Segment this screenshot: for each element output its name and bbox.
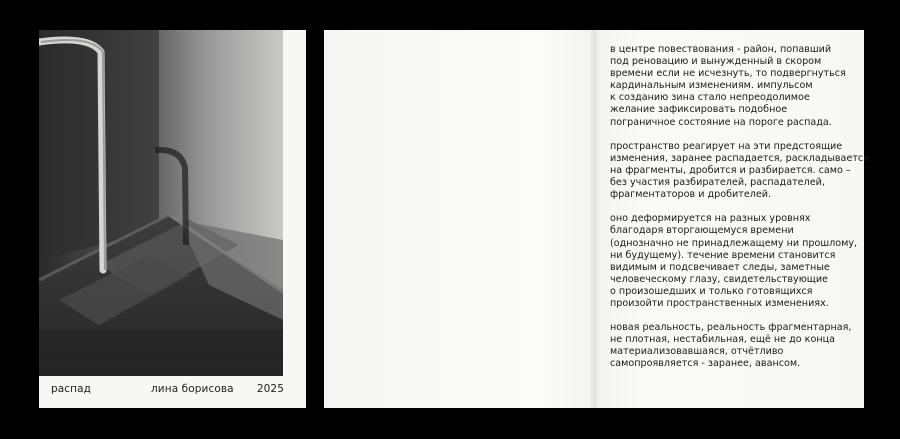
text-line: произойти пространственных изменениях. [610,297,829,309]
paragraph [610,140,869,201]
paragraph [610,213,860,310]
text-line: без участия разбирателей, распадателей, [610,177,825,189]
text-line: желание зафиксировать подобное [610,104,788,116]
text-line: ни будущему). течение времени становится [610,249,836,261]
text-line: к созданию зина стало непреодолимое [610,92,810,104]
cover-photo [39,30,283,376]
paragraph [610,44,860,129]
cover-year: 2025 [256,383,284,395]
text-line: видимым и подсвечивает следы, заметные [610,261,830,273]
text-line: новая реальность, реальность фрагментарная, [610,322,852,334]
text-line: о произошедших и только готовящихся [610,285,813,297]
text-line: самопроявляется - заранее, авансом. [610,358,801,370]
cover-title: распад [51,383,92,395]
body-text [610,44,869,383]
text-line: в центре повествования - район, попавший [610,44,832,55]
text-line: кардинальным изменениям. импульсом [610,80,813,92]
text-line: оно деформируется на разных уровнях [610,213,811,225]
text-line: не плотная, нестабильная, ещё не до конца [610,334,835,346]
cover-author: лина борисова [151,383,234,395]
text-line: времени если не исчезнуть, то подвергнуться [610,68,846,80]
text-line: пограничное состояние на пороге распада. [610,116,832,128]
text-line: (однозначно не принадлежащему ни прошлому, [610,237,858,249]
text-line: человеческому глазу, свидетельствующие [610,273,828,285]
text-line: на фрагменты, дробится и разбирается. само – [610,164,851,176]
text-line: под реновацию и вынужденный в скором [610,56,822,68]
zine-cover [39,30,306,408]
zine-spread [324,30,869,408]
text-line: изменения, заранее распадается, раскладывается [610,152,869,164]
text-line: благодаря вторгающемуся времени [610,225,794,237]
text-line: фрагментаторов и дробителей. [610,189,772,201]
text-line: материализовавшаяся, отчётливо [610,346,784,358]
text-line: пространство реагирует на эти предстоящие [610,140,843,152]
paragraph [610,322,860,370]
